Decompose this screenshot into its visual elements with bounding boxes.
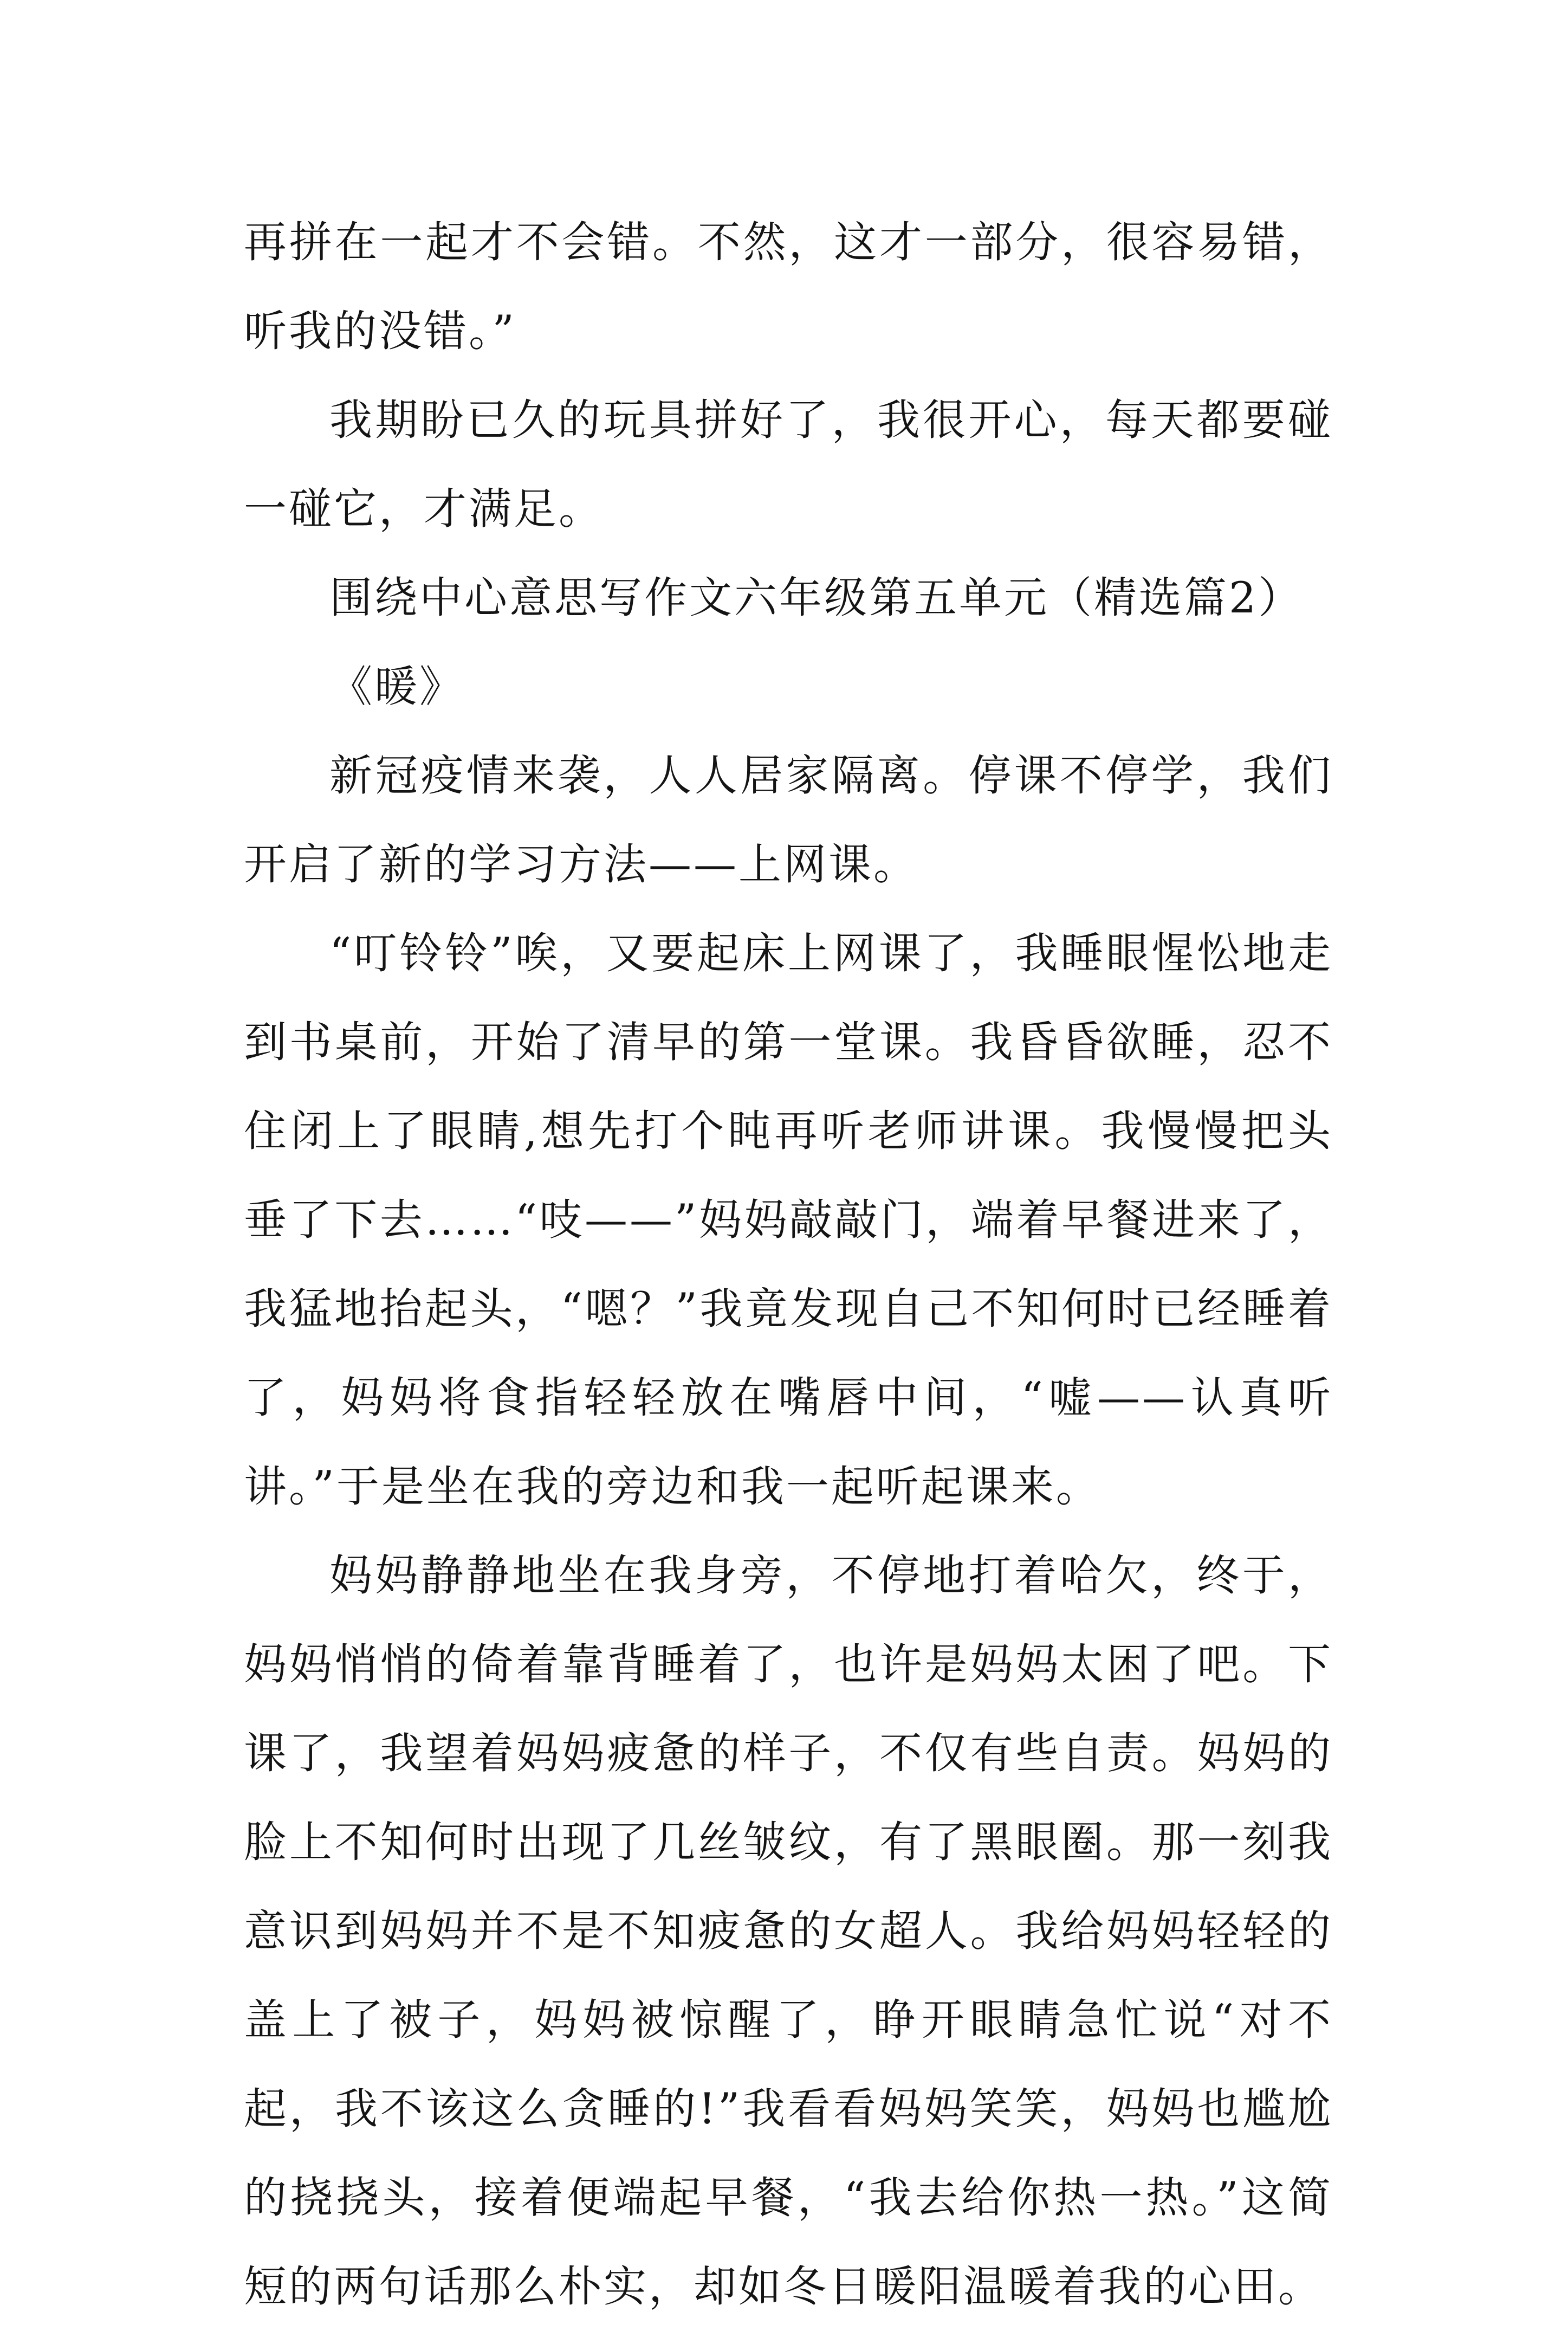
document-body (244, 198, 1333, 2331)
paragraph-continuation: 再拼在一起才不会错。不然，这才一部分，很容易错，听我的没错。” (244, 217, 1333, 356)
essay-title: 《暖》 (329, 662, 464, 712)
paragraph-intro: 新冠疫情来袭，人人居家隔离。停课不停学，我们开启了新的学习方法——上网课。 (244, 751, 1333, 889)
paragraph-mother: 妈妈静静地坐在我身旁，不停地打着哈欠，终于，妈妈悄悄的倚着靠背睡着了，也许是妈妈太困了吧。下课了，我望着妈妈疲惫的样子，不仅有些自责。妈妈的脸上不知何时出现了几丝皱纹，有了黑眼圈。那一刻我意识到妈妈并不是不知疲惫的女超人。我给妈妈轻轻的盖上了被子，妈妈被惊醒了，睁开眼睛急忙说“对不起，我不该这么贪睡的!”我看看妈妈笑笑，妈妈也尴尬的挠挠头，接着便端起早餐，“我去给你热一热。”这简短的两句话那么朴实，却如冬日暖阳温暖着我的心田。 (244, 1551, 1333, 2311)
paragraph-toy-finished: 我期盼已久的玩具拼好了，我很开心，每天都要碰一碰它，才满足。 (244, 395, 1333, 534)
section-heading: 围绕中心意思写作文六年级第五单元（精选篇2） (329, 573, 1304, 623)
paragraph-online-class: “叮铃铃”唉，又要起床上网课了，我睡眼惺忪地走到书桌前，开始了清早的第一堂课。我昏昏欲睡，忍不住闭上了眼睛,想先打个盹再听老师讲课。我慢慢把头垂了下去……“吱——”妈妈敲敲门，端着早餐进来了，我猛地抬起头，“嗯？”我竟发现自己不知何时已经睡着了，妈妈将食指轻轻放在嘴唇中间，“嘘——认真听讲。”于是坐在我的旁边和我一起听起课来。 (244, 928, 1333, 1512)
